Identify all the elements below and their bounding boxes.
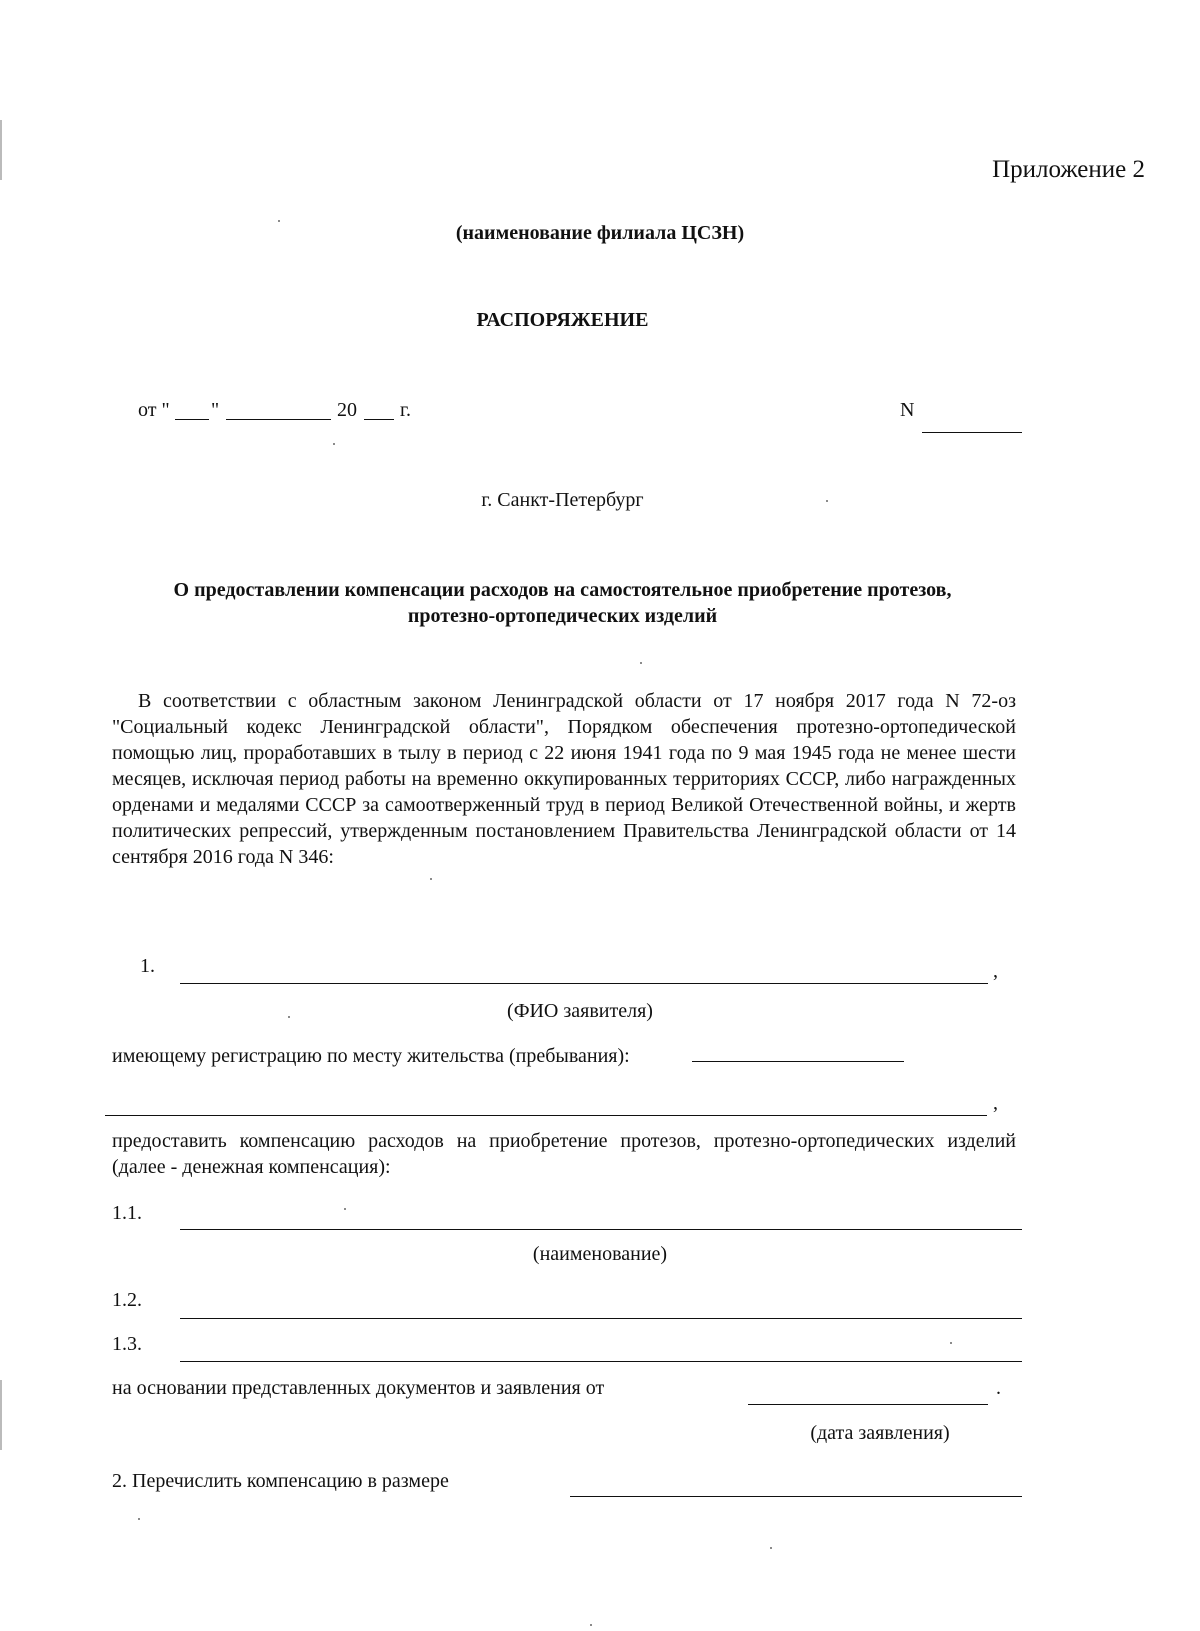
year-prefix: 20 [337, 399, 357, 421]
date-prefix: от " [138, 399, 170, 421]
subitem-1-1-field-line[interactable] [180, 1229, 1022, 1230]
branch-name-placeholder: (наименование филиала ЦСЗН) [455, 222, 745, 244]
scan-speck [138, 1518, 140, 1520]
scan-speck [344, 1208, 346, 1210]
number-label: N [900, 399, 915, 421]
subitem-1-2-number: 1.2. [112, 1289, 142, 1311]
subitem-1-3-number: 1.3. [112, 1333, 142, 1355]
date-quote-close: " [211, 399, 220, 421]
item-name-caption: (наименование) [532, 1243, 668, 1265]
scan-edge-mark [0, 120, 2, 180]
address-field-line[interactable] [105, 1115, 987, 1116]
address-comma: , [993, 1092, 998, 1114]
order-title-line1: О предоставлении компенсации расходов на самостоятельное приобретение протезов, [173, 579, 952, 601]
number-field-line[interactable] [922, 432, 1022, 433]
application-date-field-line[interactable] [748, 1404, 988, 1405]
order-title-line2: протезно-ортопедических изделий [407, 605, 718, 627]
item1-number: 1. [140, 955, 155, 977]
item1-comma: , [993, 960, 998, 982]
basis-text: на основании представленных документов и заявления от [112, 1377, 605, 1399]
basis-period: . [996, 1377, 1001, 1399]
subitem-1-2-field-line[interactable] [180, 1318, 1022, 1319]
grant-paragraph: предоставить компенсацию расходов на приобретение протезов, протезно-ортопедических изделий (далее - денежная компенсация): [112, 1130, 1016, 1178]
scan-speck [640, 662, 642, 664]
day-field-line[interactable] [175, 419, 209, 420]
subitem-1-1-number: 1.1. [112, 1202, 142, 1224]
scan-speck [590, 1624, 592, 1626]
city: г. Санкт-Петербург [481, 489, 644, 511]
application-date-caption: (дата заявления) [810, 1422, 950, 1444]
year-suffix: г. [400, 399, 411, 421]
document-type-heading: РАСПОРЯЖЕНИЕ [476, 309, 649, 331]
scan-speck [333, 443, 335, 445]
scan-speck [950, 1342, 952, 1344]
scan-speck [430, 878, 432, 880]
registration-label: имеющему регистрацию по месту жительства (пребывания): [112, 1045, 630, 1067]
scan-speck [770, 1547, 772, 1549]
registration-field-line[interactable] [692, 1061, 904, 1062]
year-field-line[interactable] [364, 419, 394, 420]
subitem-1-3-field-line[interactable] [180, 1361, 1022, 1362]
appendix-label: Приложение 2 [992, 156, 1145, 183]
compensation-amount-field-line[interactable] [570, 1496, 1022, 1497]
scan-edge-mark [0, 1380, 2, 1450]
preamble-paragraph: В соответствии с областным законом Ленинградской области от 17 ноября 2017 года N 72-оз "Социальный кодекс Ленинградской области", Порядком обеспечения протезно-ортопедической помощью лиц, проработавших в тылу в период с 22 июня 1941 года по 9 мая 1945 года не менее шести месяцев, исключая период работы на временно оккупированных территориях СССР, либо награжденных орденами и медалями СССР за самоотверженный труд в период Великой Отечественной войны, и жертв политических репрессий, утвержденным постановлением Правительства Ленинградской области от 14 сентября 2016 года N 346: [112, 690, 1016, 868]
fio-caption: (ФИО заявителя) [507, 1000, 653, 1022]
applicant-name-field-line[interactable] [180, 983, 988, 984]
item2-text: 2. Перечислить компенсацию в размере [112, 1470, 449, 1492]
month-field-line[interactable] [226, 419, 331, 420]
scan-speck [288, 1016, 290, 1018]
